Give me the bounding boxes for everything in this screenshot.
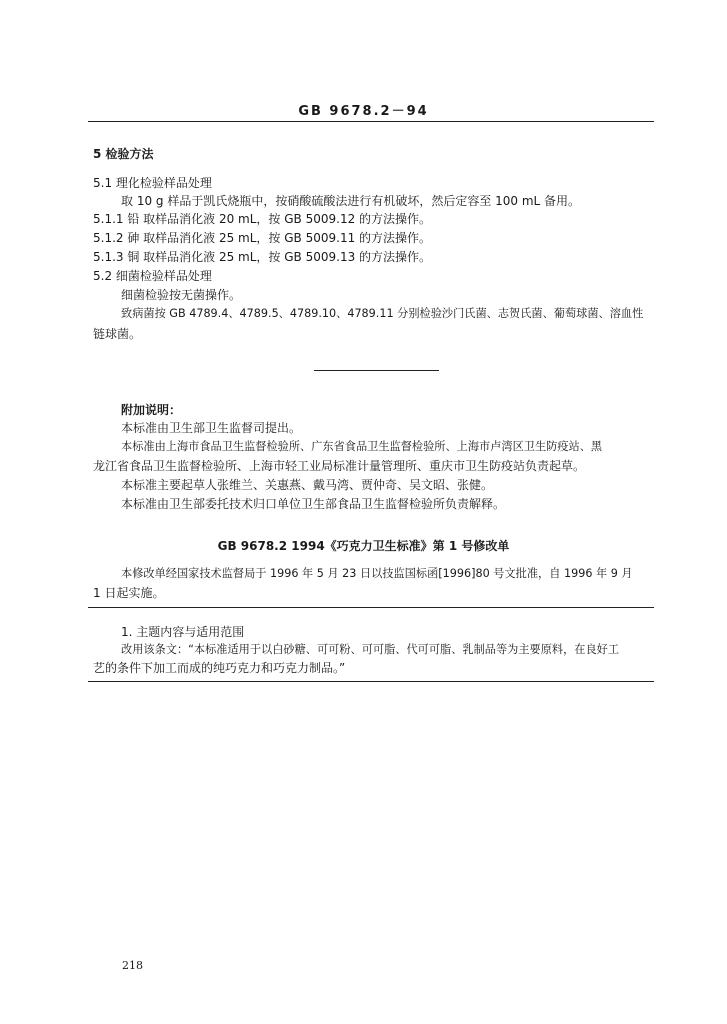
amendment-rule-top	[88, 607, 654, 608]
amendment-item-line-1: 改用该条文：“本标准适用于以白砂糖、可可粉、可可脂、代可可脂、乳制品等为主要原料，在良好工	[121, 643, 620, 656]
amendment-rule-bottom	[88, 681, 654, 682]
section-5-2-title: 5.2 细菌检验样品处理	[93, 269, 212, 283]
notes-line-4: 本标准主要起草人张维兰、关惠燕、戴马湾、贾仲奇、吴文昭、张健。	[121, 478, 494, 492]
section-5-2-text: 细菌检验按无菌操作。	[121, 288, 242, 302]
notes-line-2: 本标准由上海市食品卫生监督检验所、广东省食品卫生监督检验所、上海市卢湾区卫生防疫站、黑	[121, 440, 603, 453]
notes-line-5: 本标准由卫生部委托技术归口单位卫生部食品卫生监督检验所负责解释。	[121, 497, 506, 511]
amendment-title: GB 9678.2 1994《巧克力卫生标准》第 1 号修改单	[217, 539, 510, 553]
pathogen-line-2: 链球菌。	[93, 327, 142, 341]
section-5-1-3: 5.1.3 铜 取样品消化液 25 mL，按 GB 5009.13 的方法操作。	[93, 250, 432, 264]
amendment-item-line-2: 艺的条件下加工而成的纯巧克力和巧克力制品。”	[93, 661, 346, 675]
notes-line-1: 本标准由卫生部卫生监督司提出。	[121, 421, 302, 435]
amendment-intro-line-2: 1 日起实施。	[93, 586, 165, 600]
section-5-1-2: 5.1.2 砷 取样品消化液 25 mL，按 GB 5009.11 的方法操作。	[93, 231, 432, 245]
section-5-1-1: 5.1.1 铅 取样品消化液 20 mL，按 GB 5009.12 的方法操作。	[93, 212, 432, 226]
section-5-1-text: 取 10 g 样品于凯氏烧瓶中，按硝酸硫酸法进行有机破坏，然后定容至 100 mL 备用。	[121, 194, 581, 208]
standard-code-header: GB 9678.2－94	[298, 104, 429, 119]
end-of-text-rule	[314, 370, 439, 371]
page-number: 218	[122, 959, 143, 972]
amendment-intro-line-1: 本修改单经国家技术监督局于 1996 年 5 月 23 日以技监国标函[1996]80 号文批准，自 1996 年 9 月	[121, 567, 633, 580]
section-5-1-title: 5.1 理化检验样品处理	[93, 176, 212, 190]
notes-line-3: 龙江省食品卫生监督检验所、上海市轻工业局标准计量管理所、重庆市卫生防疫站负责起草。	[93, 459, 586, 473]
amendment-item-title: 1. 主题内容与适用范围	[121, 625, 245, 639]
pathogen-line-1: 致病菌按 GB 4789.4、4789.5、4789.10、4789.11 分别检验沙门氏菌、志贺氏菌、葡萄球菌、溶血性	[121, 307, 644, 320]
header-rule	[88, 121, 654, 122]
notes-title: 附加说明：	[121, 403, 182, 417]
section-5-title: 5 检验方法	[93, 147, 154, 161]
